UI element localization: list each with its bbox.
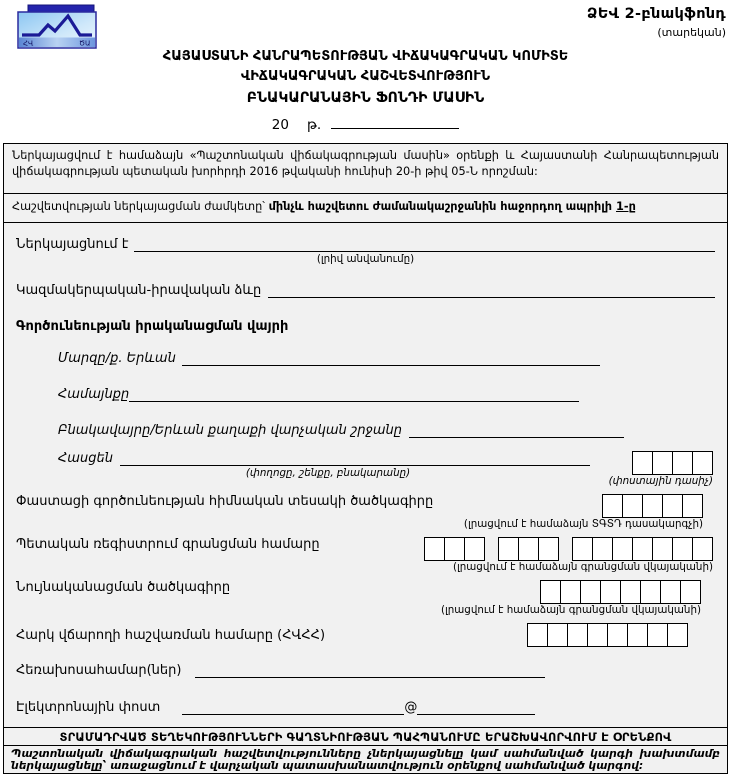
presents-input[interactable] <box>134 237 715 252</box>
address-left <box>16 451 609 488</box>
code-cell[interactable] <box>498 537 519 561</box>
code-cell[interactable] <box>592 537 613 561</box>
identification-code-label: Նույնականացման ծածկագիրը <box>16 580 231 595</box>
armstat-logo <box>17 4 97 50</box>
code-cell[interactable] <box>612 537 633 561</box>
code-cell[interactable] <box>680 580 701 604</box>
code-cell[interactable] <box>464 537 485 561</box>
registry-number-caption: (լրացվում է համաձայն գրանցման վկայականի) <box>452 561 713 573</box>
form-identifier <box>587 6 726 39</box>
code-cell[interactable] <box>660 580 681 604</box>
confidentiality-banner: ՏՐԱՄԱԴՐՎԱԾ ՏԵՂԵԿՈՒԹՅՈՒՆՆԵՐԻ ԳԱՂՏՆԻՈՒԹՅԱՆ ՊԱՀՊԱՆՈՒՄԸ ԵՐԱՇԽԱՎՈՐՎՈՒՄ Է ՕՐԵՆՔՈՎ <box>3 727 728 746</box>
code-cell[interactable] <box>622 494 643 518</box>
code-cell[interactable] <box>627 623 648 647</box>
tin-block <box>16 623 715 647</box>
presents-caption: (լրիվ անվանումը) <box>316 253 415 265</box>
code-cell[interactable] <box>662 494 683 518</box>
year-line <box>0 115 731 133</box>
code-cell[interactable] <box>692 537 713 561</box>
phone-row <box>16 663 715 678</box>
postal-code-boxes[interactable] <box>632 451 713 475</box>
registry-group-2[interactable] <box>498 537 559 561</box>
presents-row <box>16 237 715 252</box>
report-type-title: ՎԻՃԱԿԱԳՐԱԿԱՆ ՀԱՇՎԵՏՎՈՒԹՅՈՒՆ <box>240 69 491 84</box>
committee-title: ՀԱՅԱՍՏԱՆԻ ՀԱՆՐԱՊԵՏՈՒԹՅԱՆ ՎԻՃԱԿԱԳՐԱԿԱՆ ԿՈՄԻՏԵ <box>162 49 569 64</box>
presents-label: Ներկայացնում է <box>16 237 129 252</box>
code-cell[interactable] <box>652 537 673 561</box>
year-prefix: 20 <box>271 117 289 133</box>
address-label: Հասցեն <box>58 451 113 466</box>
code-cell[interactable] <box>672 451 693 475</box>
code-cell[interactable] <box>607 623 628 647</box>
community-row <box>16 387 715 402</box>
form-body <box>3 222 728 728</box>
code-cell[interactable] <box>560 580 581 604</box>
community-label: Համայնքը <box>58 387 130 402</box>
community-input[interactable] <box>129 387 579 402</box>
code-cell[interactable] <box>632 537 653 561</box>
phone-label: Հեռախոսահամար(ներ) <box>16 663 182 678</box>
legal-basis-text: Ներկայացվում է համաձայն «Պաշտոնական վիճակագրության մասին» օրենքի և Հայաստանի Հանրապետության վիճակագրության պետական խորհրդի 2016 թվականի հունիսի 20-ի թիվ 05-Ն որոշման: <box>12 149 719 178</box>
form-header <box>0 0 731 143</box>
code-cell[interactable] <box>632 451 653 475</box>
code-cell[interactable] <box>682 494 703 518</box>
code-cell[interactable] <box>652 451 673 475</box>
address-input[interactable] <box>120 451 590 466</box>
email-at-symbol: @ <box>404 700 418 715</box>
logo-left-letters: ՀՎ <box>23 39 34 48</box>
code-cell[interactable] <box>527 623 548 647</box>
report-subject-title: ԲՆԱԿԱՐԱՆԱՅԻՆ ՖՈՆԴԻ ՄԱՍԻՆ <box>246 90 485 106</box>
year-input[interactable] <box>331 115 459 129</box>
identification-code-caption: (լրացվում է համաձայն գրանցման վկայականի) <box>440 604 701 616</box>
code-cell[interactable] <box>642 494 663 518</box>
activity-code-block <box>16 494 715 531</box>
form-periodicity: (տարեկան) <box>657 26 726 39</box>
form-code: ՁԵՎ 2-բնակֆոնդ <box>586 6 726 22</box>
activity-code-boxes[interactable] <box>602 494 703 518</box>
code-cell[interactable] <box>667 623 688 647</box>
activity-code-label: Փաստացի գործունեության հիմնական տեսակի ծածկագիրը <box>16 494 434 509</box>
identification-code-area <box>441 580 701 617</box>
code-cell[interactable] <box>587 623 608 647</box>
postal-code-caption: (փոստային դասիչ) <box>608 475 713 487</box>
activity-location-heading: Գործունեության իրականացման վայրի <box>16 319 289 334</box>
code-cell[interactable] <box>424 537 445 561</box>
code-cell[interactable] <box>620 580 641 604</box>
legal-form-label: Կազմակերպական-իրավական ձևը <box>16 283 262 298</box>
deadline-label: Հաշվետվության ներկայացման ժամկետը՝ <box>12 200 265 213</box>
code-cell[interactable] <box>600 580 621 604</box>
code-cell[interactable] <box>692 451 713 475</box>
code-cell[interactable] <box>567 623 588 647</box>
email-local-input[interactable] <box>182 700 404 715</box>
registry-group-3[interactable] <box>572 537 713 561</box>
registry-number-area <box>424 537 713 574</box>
code-cell[interactable] <box>640 580 661 604</box>
address-block <box>16 451 715 488</box>
registry-number-block <box>16 537 715 574</box>
region-input[interactable] <box>182 351 600 366</box>
registry-group-1[interactable] <box>424 537 485 561</box>
code-cell[interactable] <box>547 623 568 647</box>
tin-boxes[interactable] <box>527 623 688 647</box>
deadline-value-date: 1-ը <box>616 200 636 213</box>
tin-label: Հարկ վճարողի հաշվառման համարը (ՀՎՀՀ) <box>16 627 326 643</box>
region-row <box>16 351 715 366</box>
identification-code-block <box>16 580 715 617</box>
code-cell[interactable] <box>572 537 593 561</box>
email-domain-input[interactable] <box>417 700 535 715</box>
identification-code-boxes[interactable] <box>540 580 701 604</box>
phone-input[interactable] <box>195 663 545 678</box>
code-cell[interactable] <box>444 537 465 561</box>
liability-notice: Պաշտոնական վիճակագրական հաշվետվությունները չներկայացնելը կամ սահմանված կարգի խախտմամբ ներկայացնելը՝ առաջացնում է վարչական պատասխանատվություն օրենքով սահմանված կարգով: <box>3 745 728 774</box>
settlement-label: Բնակավայրը/Երևան քաղաքի վարչական շրջանը <box>58 423 402 438</box>
postal-code-area <box>609 451 713 488</box>
email-row <box>16 700 715 715</box>
code-cell[interactable] <box>602 494 623 518</box>
code-cell[interactable] <box>580 580 601 604</box>
settlement-row <box>16 423 715 438</box>
logo-right-letters: ԾԱ <box>79 39 91 48</box>
deadline-value <box>269 200 636 213</box>
activity-code-caption: (լրացվում է համաձայն ՏԳՏԴ դասակարգչի) <box>463 518 703 530</box>
code-cell[interactable] <box>540 580 561 604</box>
code-cell[interactable] <box>647 623 668 647</box>
email-label: Էլեկտրոնային փոստ <box>16 700 161 715</box>
settlement-input[interactable] <box>409 423 624 438</box>
legal-basis-box <box>3 143 728 194</box>
address-caption: (փողոցը, շենքը, բնակարանը) <box>245 467 411 479</box>
code-cell[interactable] <box>672 537 693 561</box>
code-cell[interactable] <box>538 537 559 561</box>
region-label: Մարզը/ք. Երևան <box>58 351 176 366</box>
code-cell[interactable] <box>518 537 539 561</box>
tin-area <box>527 623 688 647</box>
registry-number-label: Պետական ռեգիստրում գրանցման համարը <box>16 537 320 552</box>
activity-code-area <box>464 494 703 531</box>
legal-form-input[interactable] <box>268 283 715 298</box>
legal-form-row <box>16 283 715 298</box>
deadline-value-main: մինչև հաշվետու ժամանակաշրջանին հաջորդող ապրիլի <box>268 200 613 213</box>
deadline-box <box>3 193 728 223</box>
year-label: թ. <box>306 117 322 133</box>
address-row <box>58 451 609 466</box>
registry-number-box-groups <box>424 537 713 561</box>
